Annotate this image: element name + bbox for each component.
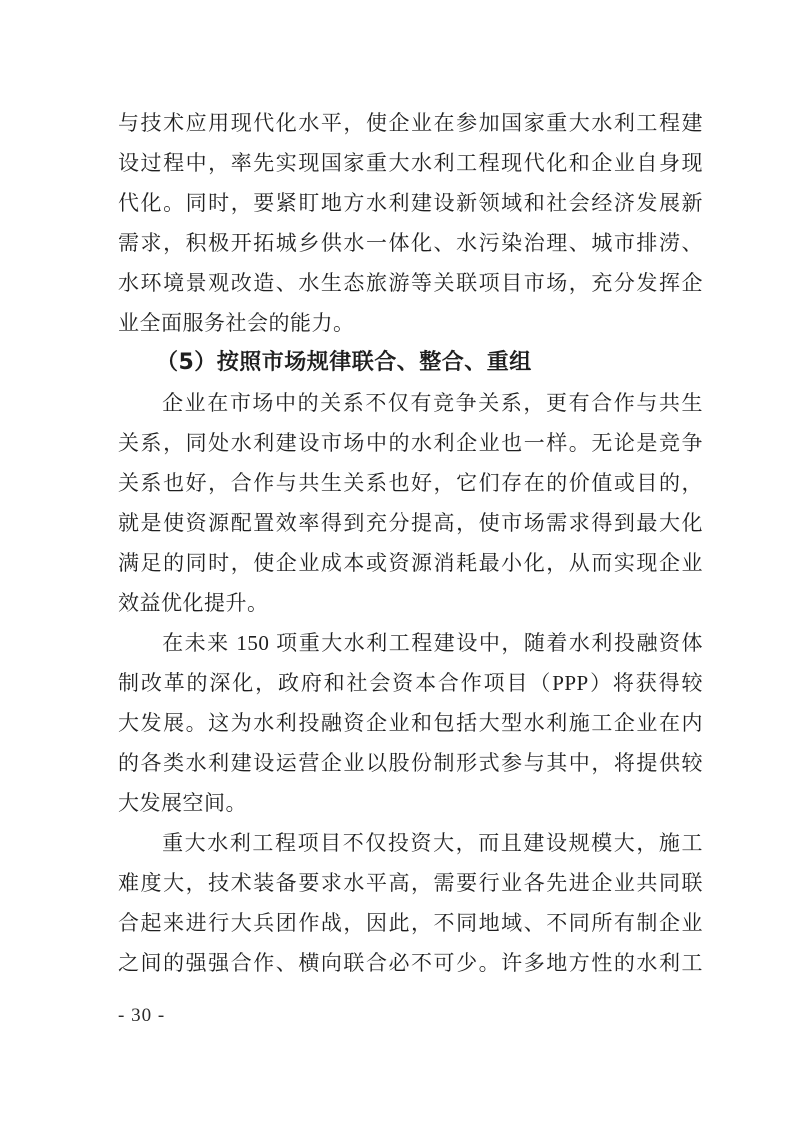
paragraph [118, 103, 703, 343]
text-line: 设过程中，率先实现国家重大水利工程现代化和企业自身现 [118, 151, 703, 175]
text-line: 水环境景观改造、水生态旅游等关联项目市场，充分发挥企 [118, 271, 703, 295]
text-line: 的各类水利建设运营企业以股份制形式参与其中，将提供较 [118, 751, 703, 775]
text-line: 重大水利工程项目不仅投资大，而且建设规模大，施工 [162, 831, 703, 855]
text-line: 之间的强强合作、横向联合必不可少。许多地方性的水利工 [118, 951, 703, 975]
page-number: - 30 - [118, 1005, 166, 1026]
section-heading: （5）按照市场规律联合、整合、重组 [156, 350, 532, 375]
text-line: 合起来进行大兵团作战，因此，不同地域、不同所有制企业 [118, 911, 703, 935]
text-line: 关系也好，合作与共生关系也好，它们存在的价值或目的， [118, 471, 703, 495]
text-line: 代化。同时，要紧盯地方水利建设新领域和社会经济发展新 [118, 191, 703, 215]
text-line: 大发展空间。 [118, 791, 247, 815]
text-line: 关系，同处水利建设市场中的水利企业也一样。无论是竞争 [118, 431, 703, 455]
text-line: 效益优化提升。 [118, 591, 269, 615]
text-line: 制改革的深化，政府和社会资本合作项目（PPP）将获得较 [118, 671, 703, 695]
text-line: 难度大，技术装备要求水平高，需要行业各先进企业共同联 [118, 871, 703, 895]
text-line: 业全面服务社会的能力。 [118, 311, 355, 335]
paragraph [118, 623, 703, 823]
text-line: 就是使资源配置效率得到充分提高，使市场需求得到最大化 [118, 511, 703, 535]
text-line: 与技术应用现代化水平，使企业在参加国家重大水利工程建 [118, 111, 703, 135]
text-line: 在未来 150 项重大水利工程建设中，随着水利投融资体 [162, 631, 703, 655]
text-line: 需求，积极开拓城乡供水一体化、水污染治理、城市排涝、 [118, 231, 703, 255]
text-line: 企业在市场中的关系不仅有竞争关系，更有合作与共生 [162, 391, 703, 415]
paragraph [118, 383, 703, 623]
document-body [118, 103, 703, 983]
text-line: 满足的同时，使企业成本或资源消耗最小化，从而实现企业 [118, 551, 703, 575]
text-line: 大发展。这为水利投融资企业和包括大型水利施工企业在内 [118, 711, 703, 735]
paragraph [118, 823, 703, 983]
